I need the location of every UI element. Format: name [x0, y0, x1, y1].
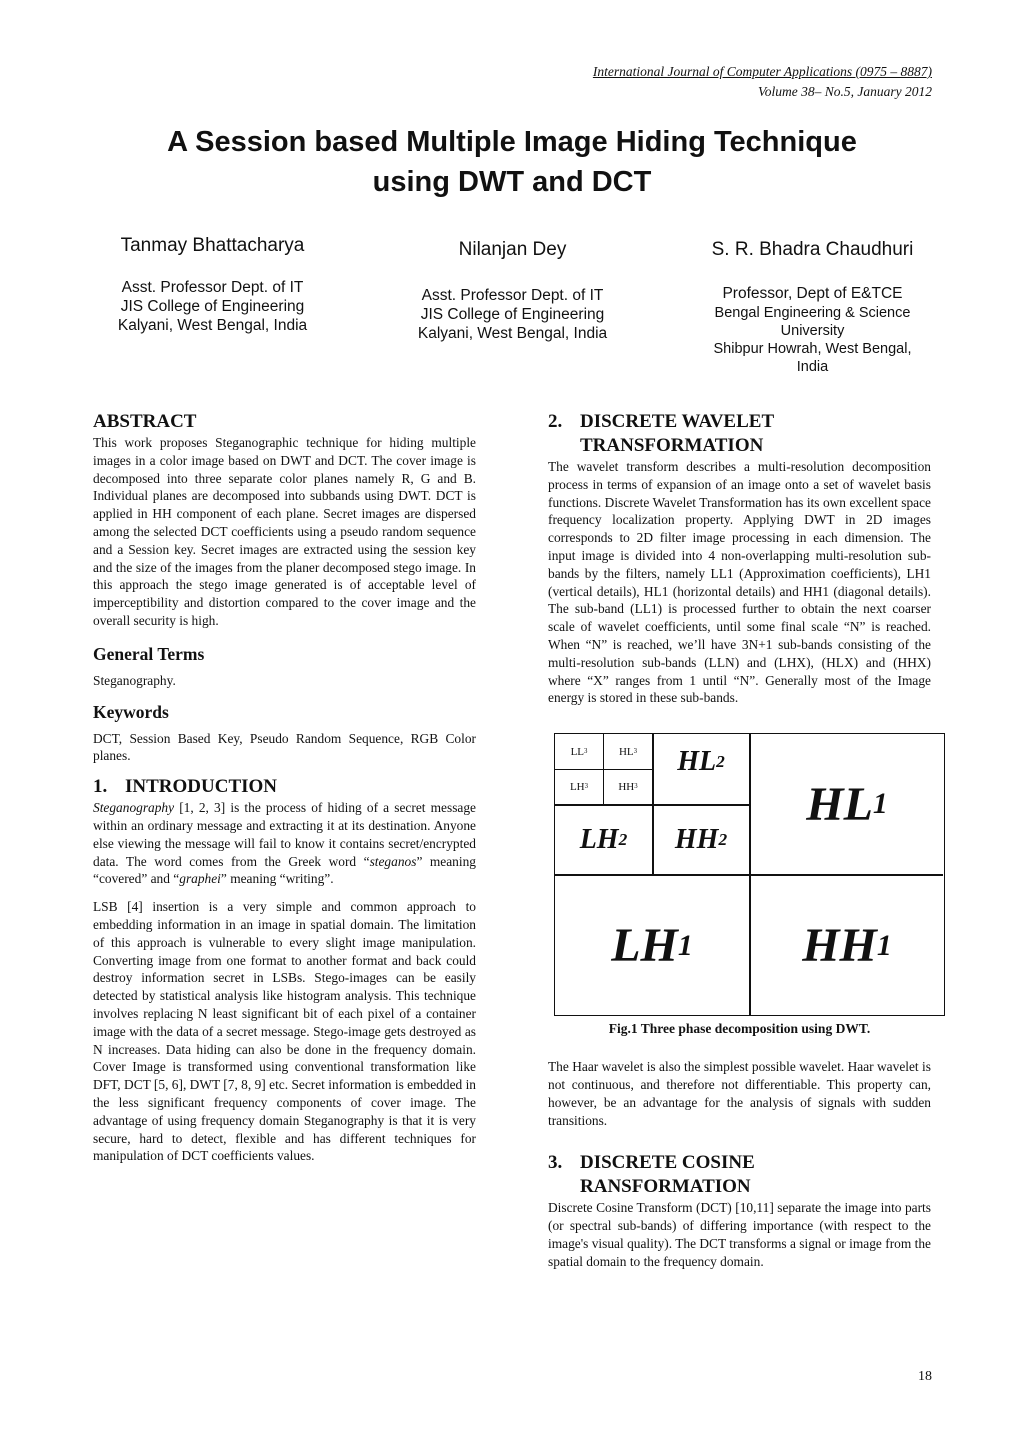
section-title	[580, 1151, 755, 1199]
subband-lh1: LH 1	[611, 919, 693, 973]
band-label: HH	[802, 919, 877, 973]
author-name: S. R. Bhadra Chaudhuri	[711, 239, 914, 260]
band-label: HL	[618, 745, 634, 758]
author-name: Tanmay Bhattacharya	[120, 235, 305, 256]
subband-hh1: HH 1	[802, 919, 892, 973]
affiliation-line: Shibpur Howrah, West Bengal,	[713, 341, 912, 357]
title-line: RANSFORMATION	[580, 1176, 751, 1198]
subband-lh3: LH 3	[569, 781, 589, 794]
band-label: HL	[806, 777, 873, 831]
page-number: 18	[918, 1369, 932, 1384]
italic-term: steganos	[369, 853, 417, 869]
intro-paragraph-2: LSB [4] insertion is a very simple and common approach to embedding information in an image in spatial domain. The limitation of this approach is vulnerable to every slight image manipulation. Converting image from one format to another format and back could destroy information secret in LSBs. Stego-images can be easily detected by statistical analysis like histogram analysis. This technique involves replacing N least significant bit of each pixel of a container image with the data of a secret message. Stego-image gets destroyed as N increases. Data hiding can also be done in the frequency domain. Cover Image is transformed using conventional transformation like DFT, DCT [5, 6], DWT [7, 8, 9] etc. Secret information is embedded in the less significant frequency components of cover image. The advantage of using frequency domain Steganography is that it is very secure, hard to detect, flexible and has different techniques for manipulation of DCT coefficients values.	[93, 899, 476, 1164]
dct-heading	[548, 1151, 931, 1199]
title-line: DISCRETE WAVELET	[580, 411, 775, 432]
title-line-2: using DWT and DCT	[372, 166, 652, 198]
dct-paragraph: Discrete Cosine Transform (DCT) [10,11] separate the image into parts (or spectral sub-bands) of differing importance (with respect to the image's visual quality). The DCT transforms a signal or image from the spatial domain to the frequency domain.	[548, 1200, 931, 1269]
left-column	[93, 410, 476, 1165]
affiliation-line: JIS College of Engineering	[420, 306, 605, 323]
introduction-heading	[93, 775, 476, 799]
section-number: 2.	[548, 411, 563, 432]
band-label: HL	[677, 746, 717, 778]
text-run: [1, 2, 3] is the process of hiding of a secret message within an ordinary message and extracting it at its destination. Anyone else viewing the message will fail to know it contains secret/encrypted data. The word comes from the Greek word “	[93, 800, 476, 869]
affiliation-line: Kalyani, West Bengal, India	[417, 325, 608, 342]
author-1	[90, 234, 335, 335]
title-line-1: A Session based Multiple Image Hiding Technique	[167, 126, 857, 158]
affiliation-line: Professor, Dept of E&TCE	[722, 285, 903, 302]
affiliation-line: Asst. Professor Dept. of IT	[421, 287, 604, 304]
intro-paragraph-1	[93, 799, 476, 888]
paper-title	[90, 122, 934, 202]
author-affiliation	[390, 286, 635, 343]
haar-paragraph: The Haar wavelet is also the simplest possible wavelet. Haar wavelet is not continuous, and therefore not differentiable. This property can, however, be an advantage for the analysis of signals with sudden transitions.	[548, 1059, 931, 1128]
section-number: 1.	[93, 776, 108, 798]
journal-header	[593, 62, 932, 102]
general-terms-text: Steganography.	[93, 672, 176, 688]
abstract-heading: ABSTRACT	[93, 411, 197, 432]
band-label: LH	[579, 823, 619, 855]
affiliation-line: Asst. Professor Dept. of IT	[121, 279, 304, 296]
text-run: ” meaning “writing”.	[220, 871, 334, 887]
subband-hl2: HL 2	[677, 746, 725, 778]
affiliation-line: University	[780, 323, 845, 339]
italic-term: Steganography	[93, 800, 175, 816]
section-title	[580, 410, 774, 458]
dwt-decomposition-figure	[554, 733, 945, 1016]
general-terms-heading: General Terms	[93, 643, 205, 664]
keywords-heading: Keywords	[93, 701, 169, 722]
right-column	[548, 410, 931, 1271]
subband-hh3: HH 3	[618, 781, 638, 794]
dwt-paragraph: The wavelet transform describes a multi-resolution decomposition process in terms of expansion of an image onto a set of wavelet basis functions. Discrete Wavelet Transformation has its own excellent space frequency localization property. Applying DWT in 2D images corresponds to 2D filter image processing in each dimension. The input image is divided into 4 non-overlapping multi-resolution sub-bands by the filters, namely LL1 (Approximation coefficients), LH1 (vertical details), HL1 (horizontal details) and HH1 (diagonal details). The sub-band (LL1) is processed further to obtain the next coarser scale of wavelet coefficients, until some final scale “N” is reached. When “N” is reached, we’ll have 3N+1 sub-bands consisting of the multi-resolution sub-bands (LLN) and (LHX), (HLX) and (HHX) where “X” ranges from 1 until “N”. Generally most of the Image energy is stored in these sub-bands.	[548, 459, 931, 706]
affiliation-line: Bengal Engineering & Science	[714, 305, 911, 321]
italic-term: graphei	[179, 871, 221, 887]
section-number: 3.	[548, 1152, 563, 1174]
subband-hl1: HL 1	[806, 777, 888, 831]
band-label: HH	[674, 823, 719, 855]
affiliation-line: Kalyani, West Bengal, India	[117, 317, 308, 334]
journal-volume: Volume 38– No.5, January 2012	[758, 84, 932, 99]
band-label: HH	[618, 781, 635, 794]
title-line: TRANSFORMATION	[580, 435, 764, 456]
band-label: LH	[611, 919, 678, 973]
affiliation-line: India	[796, 359, 829, 375]
text-run: ” meaning “covered” and “	[93, 853, 476, 887]
subband-lh2: LH 2	[579, 823, 628, 855]
band-label: LH	[569, 781, 585, 794]
subband-hh2: HH 2	[674, 823, 728, 855]
section-title: INTRODUCTION	[125, 776, 278, 798]
subband-ll3: LL 3	[570, 745, 588, 758]
author-name: Nilanjan Dey	[458, 239, 567, 260]
dwt-heading	[548, 410, 931, 458]
author-affiliation	[90, 278, 335, 335]
journal-name: International Journal of Computer Applications (0975 – 8887)	[592, 64, 932, 79]
author-affiliation	[690, 284, 935, 376]
title-line: DISCRETE COSINE	[580, 1152, 755, 1174]
abstract-text: This work proposes Steganographic technique for hiding multiple images in a color image based on DWT and DCT. The cover image is decomposed into three separate color planes namely R, G and B. Individual planes are decomposed into subbands using DWT. DCT is applied in HH component of each plane. Secret images are dispersed among the selected DCT coefficients using a pseudo random sequence and a Session key. Secret images are extracted using the session key and the size of the images from the planer decomposed stego image. In this approach the stego image generated is of acceptable level of imperceptibility and distortion compared to the cover image and the overall security is high.	[93, 435, 476, 628]
affiliation-line: JIS College of Engineering	[120, 298, 305, 315]
author-3	[690, 238, 935, 376]
subband-hl3: HL 3	[618, 745, 638, 758]
keywords-text: DCT, Session Based Key, Pseudo Random Sequence, RGB Color planes.	[93, 730, 476, 764]
author-2	[390, 238, 635, 343]
figure-caption: Fig.1 Three phase decomposition using DWT.	[608, 1021, 871, 1037]
band-label: LL	[570, 745, 585, 758]
